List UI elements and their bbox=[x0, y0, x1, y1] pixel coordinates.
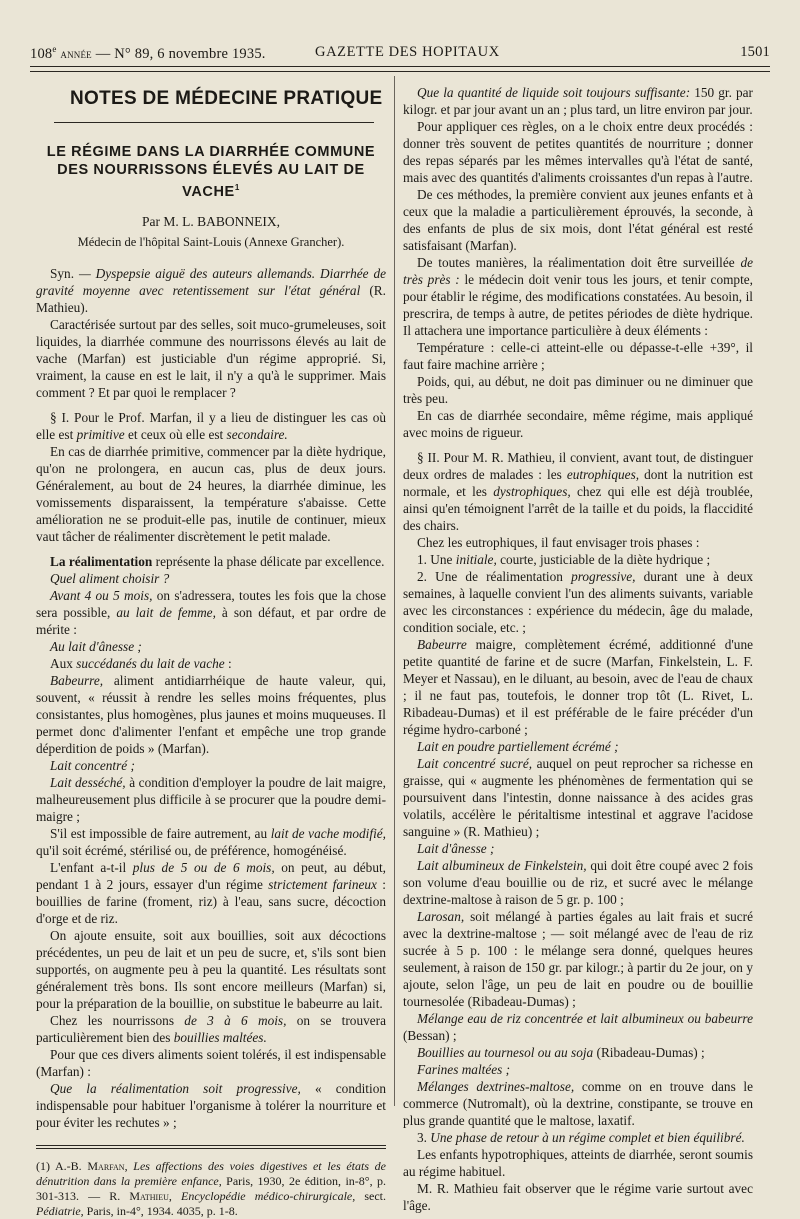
paragraph bbox=[36, 1012, 386, 1046]
text: on se trouvera particulièrement bien des bbox=[36, 1012, 386, 1045]
paragraph bbox=[403, 1044, 753, 1061]
paragraph bbox=[403, 551, 753, 568]
text: courte, justiciable de la diète hydrique ; bbox=[496, 552, 711, 567]
text: Quel aliment choisir ? bbox=[50, 570, 170, 586]
paragraph: On ajoute ensuite, soit aux bouillies, soit aux décoctions précédentes, un peu de lait et un peu de sucre, et, s'ils sont bien supportés, on augmente peu à peu la quantité. Les résultats sont généralement très bons. Ils sont encore meilleurs (Marfan) si, pour la préparation de la bouillie, on substitue le babeurre au lait. bbox=[36, 927, 386, 1011]
header-rule bbox=[30, 66, 770, 67]
text: § I. Pour le Prof. Marfan, il y a lieu de distinguer les cas où elle est bbox=[36, 409, 386, 442]
text: (Bessan) ; bbox=[403, 1028, 457, 1043]
paragraph bbox=[403, 84, 753, 118]
text: représente la phase délicate par excellence. bbox=[152, 553, 385, 569]
paragraph bbox=[36, 825, 386, 859]
text: « condition indispensable pour habituer l'organisme à tolérer la nourriture et pour éviter les rechutes » ; bbox=[36, 1080, 386, 1130]
text: comme on en trouve dans le commerce (Nutromalt), où la dextrine, constipante, se trouve en plus grande quantité que le maltose, laxatif. bbox=[403, 1079, 753, 1128]
text: L'enfant a-t-il bbox=[50, 859, 133, 875]
text: le médecin doit venir tous les jours, et tenir compte, pour établir le régime, des modifications constatées. Au besoin, il prescrira, de temps à autre, de petites périodes de diète hydrique. Il attachera une importance particulière à deux éléments : bbox=[403, 272, 754, 338]
text: Lait d'ânesse ; bbox=[417, 841, 495, 856]
edition-sup: e bbox=[52, 44, 57, 54]
paragraph bbox=[403, 254, 753, 339]
author-affiliation: Médecin de l'hôpital Saint-Louis (Annexe Grancher). bbox=[77, 234, 345, 249]
text: sect. bbox=[355, 1188, 387, 1203]
title-footnote-mark: 1 bbox=[234, 183, 240, 192]
text: qui doit être coupé avec 2 fois son volume d'eau bouillie ou de riz, et sucré avec le mélange dextrine-maltose à raison de 5 gr. p. 100 ; bbox=[403, 858, 753, 907]
text: § II. Pour M. R. Mathieu, il convient, avant tout, de distinguer deux ordres de malades : les bbox=[403, 450, 753, 482]
paragraph: En cas de diarrhée primitive, commencer par la diète hydrique, qu'on ne prolongera, en aucun cas, plus de deux jours. Généralement, au bout de 24 heures, la diarrhée diminue, les vomissements disparaissent, la température s'abaisse. Cette amélioration ne se produit-elle pas, inutile de continuer, mieux vaut tâcher de réalimenter discrètement le petit malade. bbox=[36, 443, 386, 544]
text: succédanés du lait de vache bbox=[76, 655, 225, 671]
text: eutrophiques, bbox=[566, 467, 640, 482]
text: , bbox=[168, 1188, 181, 1203]
text: 2. Une de réalimentation bbox=[417, 569, 572, 584]
synonyms-paragraph bbox=[36, 265, 386, 316]
syn-label: Syn. bbox=[50, 265, 75, 281]
text: Une phase de retour à un régime complet et bien équilibré. bbox=[430, 1130, 745, 1145]
text: maigre, complètement écrémé, additionné d'une petite quantité de farine et de sucre (Marfan, Finkelstein, L. F. Meyer et Nassau), en le diluant, au besoin, avec de l'eau de chaux ; il ne faut pas, toutefois, le donner trop tôt (L. Rivet, L. Ribadeau-Dumas) et il est préférable de le faire précéder d'un régime hydro-carboné ; bbox=[403, 637, 753, 737]
text: à condition d'employer la poudre de lait maigre, malheureusement plus difficile à se procurer que la poudre demi-maigre ; bbox=[36, 774, 386, 824]
left-column bbox=[36, 84, 386, 1219]
paragraph bbox=[403, 908, 753, 1010]
text: S'il est impossible de faire autrement, au bbox=[50, 825, 271, 841]
paragraph bbox=[36, 1080, 386, 1131]
footnote bbox=[36, 1159, 386, 1219]
journal-name: GAZETTE DES HOPITAUX bbox=[315, 44, 500, 60]
text: dystrophiques, bbox=[493, 484, 571, 499]
text: on peut, au début, pendant 1 à 2 jours, essayer d'un régime bbox=[36, 859, 386, 892]
text: secondaire. bbox=[226, 426, 288, 442]
paragraph bbox=[36, 774, 386, 825]
text: Larosan, bbox=[417, 909, 465, 924]
title-line-2: DES NOURRISSONS ÉLEVÉS AU LAIT DE VACHE bbox=[57, 162, 365, 200]
text: on s'adressera, toutes les fois que la chose sera possible, bbox=[36, 587, 386, 620]
text: de très près : bbox=[403, 255, 753, 287]
text: Aux bbox=[50, 655, 77, 671]
text: auquel on peut reprocher sa richesse en graisse, qui « augmente les phénomènes de fermentation qui se poursuivent dans l'intestin, donne naissance à des acides gras volatils, accélère le péritaltisme intestinal et aggrave l'acidose sanguine » (R. Mathieu) ; bbox=[403, 756, 753, 839]
text: primitive bbox=[76, 426, 125, 442]
text: Babeurre bbox=[417, 637, 467, 652]
paragraph: Caractérisée surtout par des selles, soit muco-grumeleuses, soit liquides, la diarrhée commune des nourrissons élevés au lait de vache (Marfan) est justiciable d'un régime approprié. Si, vraiment, la cause en est le lait, il n'y a qu'à le supprimer. Mais comment ? Et par quoi le remplacer ? bbox=[36, 316, 386, 400]
paragraph: En cas de diarrhée secondaire, même régime, mais appliqué avec moins de rigueur. bbox=[403, 408, 753, 440]
text: Que la quantité de liquide soit toujours suffisante: bbox=[417, 85, 691, 100]
header-rule-thin bbox=[30, 71, 770, 72]
text: strictement farineux bbox=[268, 876, 377, 892]
text: (1) A.-B. bbox=[36, 1158, 88, 1173]
text: Que la réalimentation soit progressive, bbox=[50, 1080, 301, 1096]
text: chez qui elle est déjà troublée, ainsi qu'en témoignent l'arrêt de la taille et du poids, la flaccidité des chairs. bbox=[403, 484, 753, 533]
paragraph bbox=[36, 553, 386, 570]
section-title: NOTES DE MÉDECINE PRATIQUE bbox=[70, 88, 383, 109]
text: Encyclopédie médico-chirurgicale, bbox=[180, 1188, 356, 1203]
title-line-1: LE RÉGIME DANS LA DIARRHÉE COMMUNE bbox=[46, 144, 376, 160]
text: qu'il soit écrémé, stérilisé ou, de préférence, homogénéisé. bbox=[36, 842, 347, 858]
author: Par M. L. BABONNEIX, bbox=[142, 213, 280, 229]
text: Mélange eau de riz concentrée et lait albumineux ou babeurre bbox=[417, 1011, 753, 1026]
text: La réalimentation bbox=[50, 553, 153, 569]
paragraph bbox=[403, 738, 753, 755]
text: Lait concentré sucré, bbox=[417, 756, 533, 771]
paragraph bbox=[36, 638, 386, 655]
paragraph bbox=[403, 1078, 753, 1129]
text: Mathieu bbox=[129, 1188, 169, 1203]
text: De toutes manières, la réalimentation doit être surveillée bbox=[417, 255, 741, 270]
text: Bouillies au tournesol ou au soja bbox=[417, 1045, 594, 1060]
edition-number: 108 bbox=[30, 45, 53, 62]
text: durant une à deux semaines, à laquelle convient l'un des aliments suivants, variable avec les circonstances : expérience du médecin, âge du malade, condition sociale, etc. ; bbox=[403, 569, 753, 635]
text: Babeurre, bbox=[50, 672, 104, 688]
text: Les affections des voies digestives et les états de dénutrition dans la première enfance, bbox=[36, 1158, 387, 1188]
text: progressive, bbox=[571, 569, 636, 584]
right-column bbox=[403, 84, 753, 1214]
text: Lait en poudre partiellement écrémé ; bbox=[417, 739, 619, 754]
text: au lait de femme, bbox=[116, 604, 216, 620]
text: Au lait d'ânesse ; bbox=[50, 638, 142, 654]
text: lait de vache modifié, bbox=[270, 825, 386, 841]
syn-text: — Dyspepsie aiguë des auteurs allemands. Diarrhée de gravité moyenne avec retentissement sur l'état général bbox=[36, 265, 386, 298]
issue-info bbox=[30, 44, 266, 63]
text: Lait desséché, bbox=[50, 774, 126, 790]
paragraph: Les enfants hypotrophiques, atteints de diarrhée, seront soumis au régime habituel. bbox=[403, 1147, 753, 1179]
text: soit mélangé à parties égales au lait frais et sucré avec la dextrine-maltose ; — soit mélangé avec de l'eau de riz sucrée à 5 p. 100 : le mélange sera donné, quelques heures seulement, à raison de 150 gr. par kilogr.; à partir du 2e jour, on y ajoute, selon l'âge, un peu de lait en poudre ou de bouillie tournesolée (Ribadeau-Dumas) ; bbox=[403, 909, 753, 1009]
text: Farines maltées ; bbox=[417, 1062, 511, 1077]
paragraph bbox=[403, 1129, 753, 1146]
paragraph bbox=[36, 587, 386, 638]
text: Pédiatrie, bbox=[36, 1203, 84, 1218]
syn-source: (R. Mathieu). bbox=[36, 282, 387, 315]
issue-date: — N° 89, 6 novembre 1935. bbox=[95, 45, 266, 62]
text: Marfan bbox=[87, 1158, 125, 1173]
page-number: 1501 bbox=[740, 44, 770, 60]
text: Avant 4 ou 5 mois, bbox=[50, 587, 153, 603]
text: , bbox=[124, 1158, 134, 1173]
edition-word: année bbox=[60, 46, 92, 61]
paragraph bbox=[403, 1061, 753, 1078]
text: dont la nutrition est normale, et les bbox=[403, 467, 753, 499]
text: 150 gr. par kilogr. et par jour avant un an ; plus tard, un litre environ par jour. bbox=[403, 85, 753, 117]
paragraph bbox=[403, 568, 753, 636]
article-title bbox=[36, 143, 386, 201]
paragraph: De ces méthodes, la première convient aux jeunes enfants et à ceux que la maladie a particulièrement éprouvés, la seconde, à des enfants de plus de six mois, dont l'état général est resté satisfaisant (Marfan). bbox=[403, 187, 753, 253]
paragraph bbox=[36, 570, 386, 587]
paragraph: Poids, qui, au début, ne doit pas diminuer ou ne diminuer que très peu. bbox=[403, 374, 753, 406]
text: 1. Une bbox=[417, 552, 456, 567]
paragraph: M. R. Mathieu fait observer que le régime varie surtout avec l'âge. bbox=[403, 1181, 753, 1213]
page-header bbox=[30, 44, 770, 64]
text: initiale, bbox=[455, 552, 497, 567]
column-separator bbox=[394, 76, 395, 1106]
paragraph bbox=[36, 655, 386, 672]
paragraph bbox=[403, 840, 753, 857]
text: Lait albumineux de Finkelstein, bbox=[417, 858, 587, 873]
paragraph: Température : celle-ci atteint-elle ou dépasse-t-elle +39°, il faut faire machine arrière ; bbox=[403, 340, 753, 372]
text: (Ribadeau-Dumas) ; bbox=[593, 1045, 705, 1060]
paragraph bbox=[403, 636, 753, 738]
paragraph bbox=[36, 757, 386, 774]
text: plus de 5 ou de 6 mois, bbox=[132, 859, 275, 875]
paragraph bbox=[403, 755, 753, 840]
text: Paris, 1930, 2e édition, in-8°, p. 301-313. — R. bbox=[36, 1173, 386, 1203]
text: Mélanges dextrines-maltose, bbox=[417, 1079, 575, 1094]
footnote-rule bbox=[36, 1145, 386, 1146]
section-title-rule bbox=[54, 122, 374, 123]
paragraph: Pour que ces divers aliments soient tolérés, il est indispensable (Marfan) : bbox=[36, 1046, 386, 1079]
paragraph bbox=[36, 409, 386, 443]
paragraph: Pour appliquer ces règles, on a le choix entre deux procédés : donner très souvent de petites quantités de nourriture ; donner des repas séparés par les mêmes intervalles qu'à l'état de santé, mais avec des quantités d'aliments croissantes d'un repas à l'autre. bbox=[403, 119, 753, 185]
text: 3. bbox=[417, 1130, 431, 1145]
paragraph bbox=[403, 449, 753, 534]
text: à son défaut, et par ordre de mérite : bbox=[36, 604, 386, 637]
text: Lait concentré ; bbox=[50, 757, 135, 773]
paragraph bbox=[403, 1010, 753, 1044]
paragraph bbox=[403, 857, 753, 908]
text: Paris, in-4°, 1934. 4035, p. 1-8. bbox=[83, 1203, 238, 1218]
paragraph bbox=[36, 859, 386, 927]
text: de 3 à 6 mois, bbox=[184, 1012, 287, 1028]
text: : bouillies de farine (froment, riz) à l'eau, sans sucre, décoction d'orge et de riz. bbox=[36, 876, 386, 926]
text: et ceux où elle est bbox=[124, 426, 227, 442]
text: : bbox=[224, 655, 232, 671]
text: Chez les nourrissons bbox=[50, 1012, 185, 1028]
paragraph bbox=[36, 672, 386, 757]
paragraph: Chez les eutrophiques, il faut envisager trois phases : bbox=[417, 535, 700, 550]
text: bouillies maltées. bbox=[173, 1029, 267, 1045]
text: aliment antidiarrhéique de haute valeur, qui, souvent, « réussit à rendre les selles moins fréquentes, plus consistantes, plus homogènes, plus jaunes et moins muqueuses. Il permet donc d'alimenter l'enfant et empêche une trop grande déperdition de poids » (Marfan). bbox=[36, 672, 386, 756]
